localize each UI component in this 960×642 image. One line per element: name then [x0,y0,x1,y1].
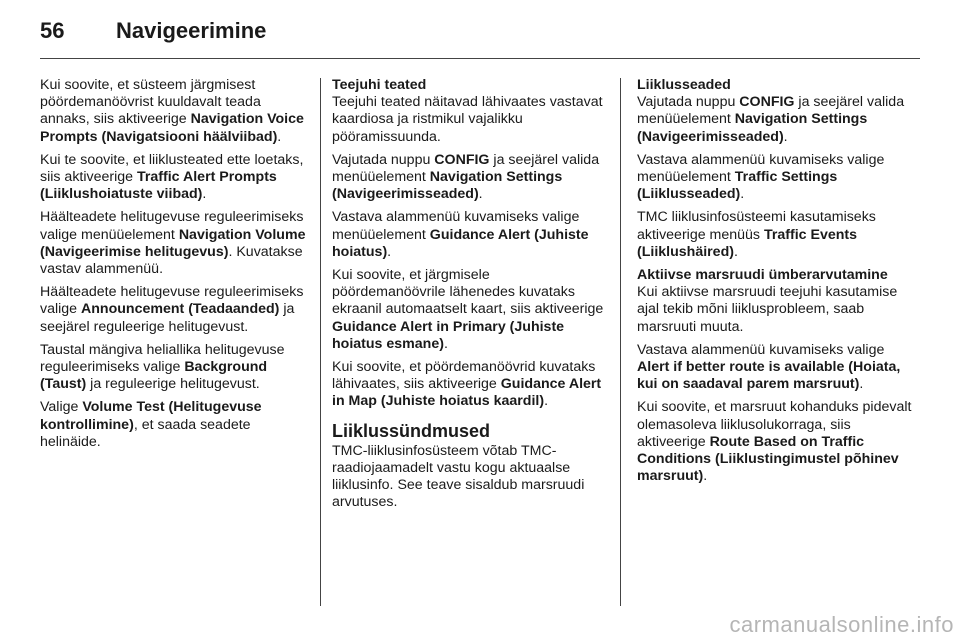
text-run: . [783,128,788,145]
paragraph [637,399,912,485]
bold-term: Alert if better route is available (Hoiata, kui on saadaval parem marsruut) [637,359,901,393]
bold-term: Traffic Alert Prompts (Liiklushoiatuste viibad) [40,169,277,203]
text-run: . [859,376,864,393]
chapter-title: Navigeerimine [116,18,267,43]
paragraph [637,94,912,146]
text-column-1 [40,77,312,457]
paragraph [332,94,604,146]
bold-term: CONFIG [739,94,795,111]
text-run: Kui soovite, et järgmisele pöördemanöövrile lähenedes kuvataks ekraanil automaatselt kaart, siis aktiveerige [332,267,604,318]
text-run: . Kuvatakse vastav alammenüü. [40,243,303,278]
paragraph [637,152,912,204]
subheading: Aktiivse marsruudi ümberarvutamine [637,267,888,284]
text-run: . [387,243,392,260]
subheading: Liiklusseaded [637,77,731,93]
text-run: . [277,128,282,145]
bold-term: Navigation Voice Prompts (Navigatsiooni häälviibad) [40,111,304,145]
text-run: TMC liiklusinfosüsteemi kasutamiseks aktiveerige menüüs [637,209,876,243]
section-heading: Liiklussündmused [332,420,491,441]
header-rule [40,58,920,59]
text-run: Häälteadete helitugevuse reguleerimiseks valige [40,284,304,318]
page-number: 56 [40,18,65,43]
bold-term: Announcement (Teadaanded) [81,301,280,318]
text-run: ja seejärel reguleerige helitugevust. [40,301,295,335]
bold-term: Guidance Alert in Primary (Juhiste hoiatus esmane) [332,318,565,352]
text-run: , et saada seadete helinäide. [40,416,251,450]
bold-term: Navigation Settings (Navigeerimisseaded) [637,111,868,145]
text-run: Kui soovite, et süsteem järgmisest pöördemanöövrist kuuldavalt teada annaks, siis aktiveerige [40,77,261,128]
text-run: Kui aktiivse marsruudi teejuhi kasutamise ajal tekib mõni liiklusprobleem, saab marsruuti muuta. [637,284,898,335]
bold-term: Route Based on Traffic Conditions (Liiklustingimustel põhinev marsruut) [637,433,899,485]
paragraph [40,209,312,278]
column-divider [320,78,321,606]
paragraph [637,284,912,336]
bold-term: Guidance Alert in Map (Juhiste hoiatus kaardil) [332,376,602,410]
text-run: . [703,468,708,485]
text-run: . [544,393,549,410]
paragraph [40,342,312,394]
text-column-3 [637,77,912,491]
bold-term: Volume Test (Helitugevuse kontrollimine) [40,399,262,433]
text-run: Vastava alammenüü kuvamiseks valige menüüelement [332,209,580,243]
bold-term: Navigation Volume (Navigeerimise helitugevus) [40,226,306,260]
text-run: ja seejärel valida menüüelement [637,94,905,128]
bold-term: Traffic Settings (Liiklusseaded) [637,169,838,203]
paragraph [332,267,604,353]
bold-term: CONFIG [434,151,490,168]
bold-term: Background (Taust) [40,359,268,393]
text-run: Kui soovite, et marsruut kohanduks pidevalt olemasoleva liiklusolukorraga, siis aktiveerige [637,399,912,450]
paragraph [332,209,604,261]
text-run: Kui te soovite, et liiklusteated ette loetaks, siis aktiveerige [40,151,304,186]
watermark: carmanualsonline.info [729,612,954,637]
text-run: . [740,186,745,203]
bold-term: Navigation Settings (Navigeerimisseaded) [332,169,563,203]
text-run: Teejuhi teated näitavad lähivaates vastavat kaardiosa ja ristmikul vajalikku pööramissuunda. [332,94,603,145]
text-run: . [733,243,738,260]
text-run: Valige [40,399,83,416]
text-run: Kui soovite, et pöördemanöövrid kuvataks lähivaates, siis aktiveerige [332,359,596,393]
text-run: . [478,186,483,203]
text-run: Häälteadete helitugevuse reguleerimiseks valige menüüelement [40,209,304,243]
text-run: Vajutada nuppu [637,94,740,111]
paragraph [637,209,912,261]
paragraph [332,443,604,512]
text-run: ja seejärel valida menüüelement [332,151,600,186]
paragraph [40,399,312,451]
text-run: . [202,186,207,203]
text-run: ja reguleerige helitugevust. [86,376,260,393]
text-run: Vastava alammenüü kuvamiseks valige menüüelement [637,151,885,186]
paragraph [40,152,312,204]
text-run: . [443,335,448,352]
page-header [40,18,920,48]
paragraph [332,152,604,204]
text-column-2 [332,77,604,517]
paragraph [332,359,604,411]
bold-term: Guidance Alert (Juhiste hoiatus) [332,226,589,260]
paragraph [40,284,312,336]
column-divider [620,78,621,606]
paragraph [637,342,912,394]
bold-term: Traffic Events (Liiklushäired) [637,226,858,260]
text-run: Vajutada nuppu [332,151,435,168]
text-run: TMC-liiklusinfosüsteem võtab TMC-raadiojaamadelt vastu kogu aktuaalse liiklusinfo. See teave sisaldub marsruudi arvutuses. [332,442,585,511]
text-run: Vastava alammenüü kuvamiseks valige [637,341,885,358]
text-run: Taustal mängiva heliallika helitugevuse reguleerimiseks valige [40,341,285,376]
subheading: Teejuhi teated [332,77,427,93]
paragraph [40,77,312,146]
